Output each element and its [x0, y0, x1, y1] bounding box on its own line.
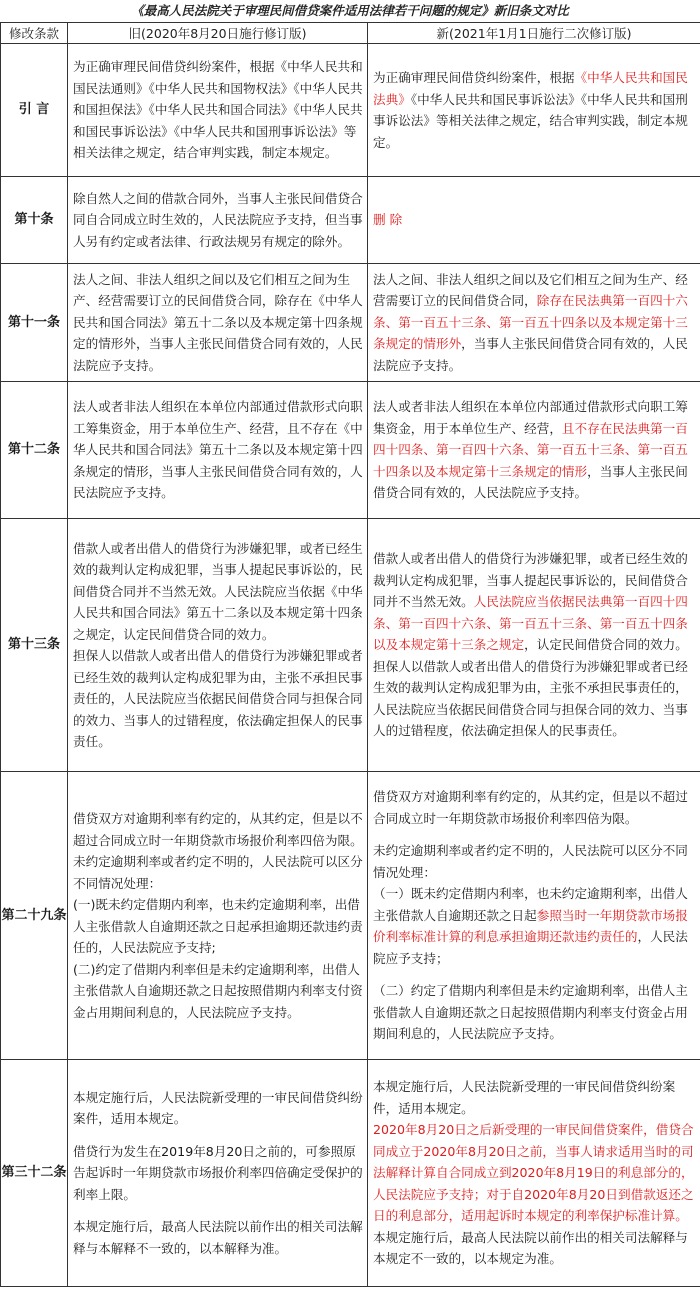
new-highlight: 除存在民法典第一百四十六条、第一百五十三条、第一百五十四条以及本规定第十三条规定的情形外: [373, 293, 688, 352]
new-text: 法人之间、非法人组织之间以及它们相互之间为生产、经营需要订立的民间借贷合同，除存在民法典第一百四十六条、第一百五十三条、第一百五十四条以及本规定第十三条规定的情形外，当事人主张民间借贷合同有效的，人民法院应予支持。: [368, 264, 700, 382]
comparison-table: [0, 22, 700, 1287]
new-highlight: 参照当时一年期贷款市场报价利率标准计算的利息承担逾期还款违约责任的: [373, 907, 688, 945]
row-article-13: [1, 519, 700, 772]
row-label: 第十一条: [1, 264, 68, 382]
row-label: 第二十九条: [1, 772, 68, 1060]
new-text-deleted: 删 除: [368, 177, 700, 264]
row-article-10: [1, 177, 700, 264]
old-text: 为正确审理民间借贷纠纷案件，根据《中华人民共和国民法通则》《中华人民共和国物权法》《中华人民共和国担保法》《中华人民共和国合同法》《中华人民共和国民事诉讼法》《中华人民共和国刑事诉讼法》等相关法律之规定，结合审判实践，制定本规定。: [68, 44, 368, 177]
header-row: [1, 23, 700, 44]
new-text: 为正确审理民间借贷纠纷案件，根据《中华人民共和国民法典》《中华人民共和国民事诉讼法》《中华人民共和国刑事诉讼法》等相关法律之规定，结合审判实践，制定本规定。: [368, 44, 700, 177]
new-highlight: 2020年8月20日之后新受理的一审民间借贷案件，借贷合同成立于2020年8月20日之前，当事人请求适用当时的司法解释计算自合同成立到2020年8月19日的利息部分的，人民法院应予支持；对于自2020年8月20日到借款返还之日的利息部分，适用起诉时本规定的利率保护标准计算。: [373, 1122, 694, 1224]
old-text: 借款人或者出借人的借贷行为涉嫌犯罪，或者已经生效的裁判认定构成犯罪，当事人提起民事诉讼的，民间借贷合同并不当然无效。人民法院应当依据《中华人民共和国合同法》第五十二条以及本规定第十四条之规定，认定民间借贷合同的效力。 担保人以借款人或者出借人的借贷行为涉嫌犯罪或者已经生效的裁判认定构成犯罪为由，主张不承担民事责任的，人民法院应当依据民间借贷合同与担保合同的效力、当事人的过错程度，依法确定担保人的民事责任。: [68, 519, 368, 772]
new-highlight: 且不存在民法典第一百四十四条、第一百四十六条、第一百五十三条、第一百五十四条以及本规定第十三条规定的情形: [373, 420, 688, 479]
old-text: 本规定施行后，人民法院新受理的一审民间借贷纠纷案件，适用本规定。 借贷行为发生在2019年8月20日之前的，可参照原告起诉时一年期贷款市场报价利率四倍确定受保护的利率上限。 本规定施行后，最高人民法院以前作出的相关司法解释与本解释不一致的，以本解释为准。: [68, 1060, 368, 1287]
row-label: 第三十二条: [1, 1060, 68, 1287]
header-new: 新(2021年1月1日施行二次修订版): [368, 23, 700, 44]
row-label: 第十二条: [1, 382, 68, 519]
old-text: 法人之间、非法人组织之间以及它们相互之间为生产、经营需要订立的民间借贷合同，除存在《中华人民共和国合同法》第五十二条以及本规定第十四条规定的情形外，当事人主张民间借贷合同有效的，人民法院应予支持。: [68, 264, 368, 382]
row-preamble: [1, 44, 700, 177]
new-highlight: 《中华人民共和国民法典》: [373, 70, 688, 107]
header-old: 旧(2020年8月20日施行修订版): [68, 23, 368, 44]
row-article-32: [1, 1060, 700, 1287]
row-article-12: [1, 382, 700, 519]
new-text: 借贷双方对逾期利率有约定的，从其约定，但是以不超过合同成立时一年期贷款市场报价利率四倍为限。 未约定逾期利率或者约定不明的，人民法院可以区分不同情况处理： （一）既未约定借期内利率，也未约定逾期利率，出借人主张借款人自逾期还款之日起参照当时一年期贷款市场报价利率标准计算的利息承担逾期还款违约责任的，人民法院应予支持； （二）约定了借期内利率但是未约定逾期利率，出借人主张借款人自逾期还款之日起按照借期内利率支付资金占用期间利息的，人民法院应予支持。: [368, 772, 700, 1060]
row-article-29: [1, 772, 700, 1060]
row-label: 第十三条: [1, 519, 68, 772]
new-text: 法人或者非法人组织在本单位内部通过借款形式向职工筹集资金，用于本单位生产、经营，且不存在民法典第一百四十四条、第一百四十六条、第一百五十三条、第一百五十四条以及本规定第十三条规定的情形，当事人主张民间借贷合同有效的，人民法院应予支持。: [368, 382, 700, 519]
row-label: 第十条: [1, 177, 68, 264]
new-text: 借款人或者出借人的借贷行为涉嫌犯罪，或者已经生效的裁判认定构成犯罪，当事人提起民事诉讼的，民间借贷合同并不当然无效。人民法院应当依据民法典第一百四十四条、第一百四十六条、第一百五十三条、第一百五十四条以及本规定第十三条之规定，认定民间借贷合同的效力。 担保人以借款人或者出借人的借贷行为涉嫌犯罪或者已经生效的裁判认定构成犯罪为由，主张不承担民事责任的，人民法院应当依据民间借贷合同与担保合同的效力、当事人的过错程度，依法确定担保人的民事责任。: [368, 519, 700, 772]
row-article-11: [1, 264, 700, 382]
new-highlight: 人民法院应当依据民法典第一百四十四条、第一百四十六条、第一百五十三条、第一百五十四条以及本规定第十三条之规定: [373, 594, 688, 653]
old-text: 借贷双方对逾期利率有约定的，从其约定，但是以不超过合同成立时一年期贷款市场报价利率四倍为限。 未约定逾期利率或者约定不明的，人民法院可以区分不同情况处理： (一)既未约定借期内利率，也未约定逾期利率，出借人主张借款人自逾期还款之日起承担逾期还款违约责任的，人民法院应予支持; (二)约定了借期内利率但是未约定逾期利率，出借人主张借款人自逾期还款之日起按照借期内利率支付资金占用期间利息的，人民法院应予支持。: [68, 772, 368, 1060]
new-text: 本规定施行后，人民法院新受理的一审民间借贷纠纷案件，适用本规定。 2020年8月20日之后新受理的一审民间借贷案件，借贷合同成立于2020年8月20日之前，当事人请求适用当时的司法解释计算自合同成立到2020年8月19日的利息部分的，人民法院应予支持；对于自2020年8月20日到借款返还之日的利息部分，适用起诉时本规定的利率保护标准计算。 本规定施行后，最高人民法院以前作出的相关司法解释与本规定不一致的，以本规定为准。: [368, 1060, 700, 1287]
page-title: 《最高人民法院关于审理民间借贷案件适用法律若干问题的规定》新旧条文对比: [131, 3, 569, 18]
row-label: 引 言: [1, 44, 68, 177]
header-article: 修改条款: [1, 23, 68, 44]
old-text: 除自然人之间的借款合同外，当事人主张民间借贷合同自合同成立时生效的，人民法院应予支持，但当事人另有约定或者法律、行政法规另有规定的除外。: [68, 177, 368, 264]
old-text: 法人或者非法人组织在本单位内部通过借款形式向职工筹集资金，用于本单位生产、经营，且不存在《中华人民共和国合同法》第五十二条以及本规定第十四条规定的情形，当事人主张民间借贷合同有效的，人民法院应予支持。: [68, 382, 368, 519]
